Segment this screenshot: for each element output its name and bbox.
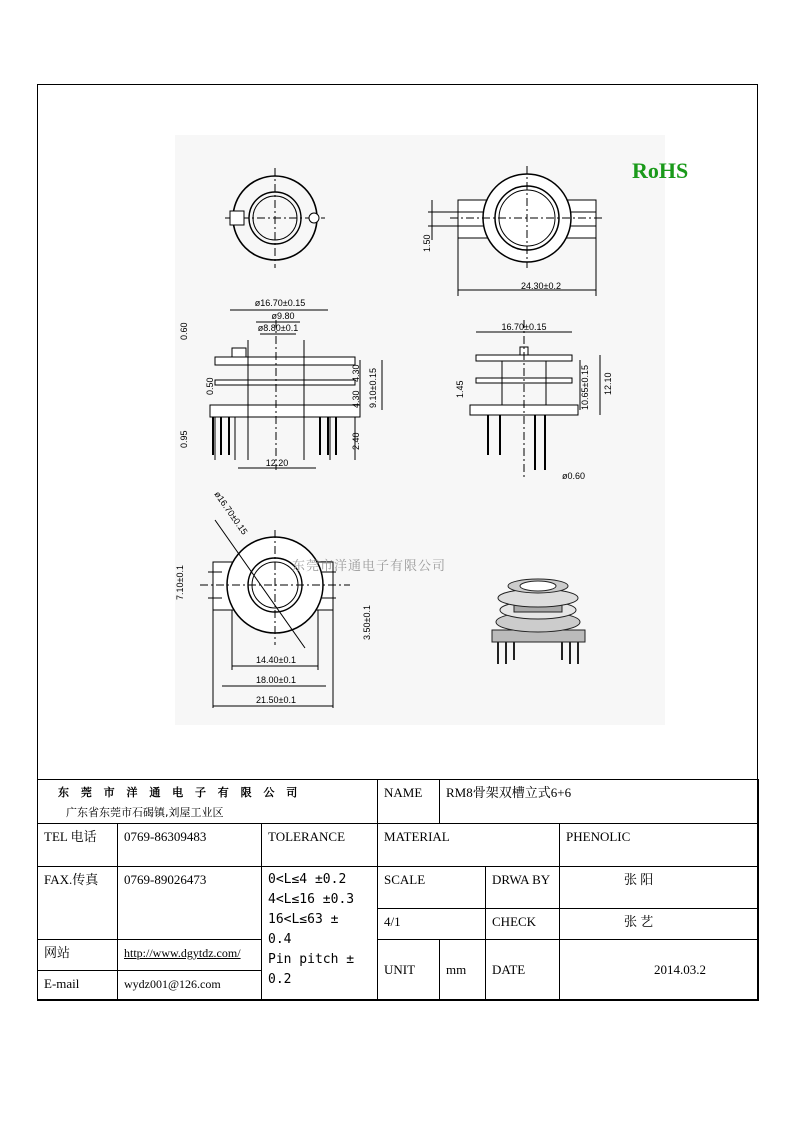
dim-slot: 0.50 [205,377,215,395]
dim-flange-t: 0.60 [179,322,189,340]
tel-label: TEL 电话 [38,824,118,867]
tol-line: 0<L≤4 ±0.2 [268,872,347,887]
dim-pin-dia: ø0.60 [562,471,586,481]
dim-w3: 21.50±0.1 [256,695,296,705]
dim-top-height: 1.50 [422,234,432,252]
tol-line: 4<L≤16 ±0.3 [268,892,355,907]
dim-row-y: 7.10±0.1 [175,565,185,600]
dim-top-width: 24.30±0.2 [521,281,561,291]
web-label: 网站 [38,940,118,971]
material-label: MATERIAL [378,824,560,867]
dim-inner-dia: ø8.80±0.1 [257,323,299,333]
dim-bore-dia: ø9.80 [271,311,295,321]
tel-value: 0769-86309483 [118,824,262,867]
watermark: 东莞市洋通电子有限公司 [292,559,447,574]
name-label: NAME [378,780,440,824]
drawby-label: DRWA BY [486,867,560,909]
dim-base-t: 0.95 [179,430,189,448]
title-block [37,779,759,1001]
tol-line: 0.2 [268,972,292,987]
date-label: DATE [486,940,560,1001]
material-value: PHENOLIC [560,824,759,867]
fax-value: 0769-89026473 [118,867,262,940]
dim-side-width: 16.70±0.15 [501,322,547,332]
drawby-value: 张 阳 [560,867,759,909]
scale-value: 4/1 [378,909,486,940]
dim-side-h1: 1.45 [455,380,465,398]
dim-side-h3: 12.10 [603,372,613,395]
dim-w1: 14.40±0.1 [256,655,296,665]
fax-label: FAX.传真 [38,867,118,940]
tolerance-label: TOLERANCE [262,824,378,867]
dim-offset-y: 3.50±0.1 [362,605,372,640]
rohs-badge: RoHS [632,158,689,183]
email-value: wydz001@126.com [118,971,262,1001]
dim-total: 9.10±0.15 [368,368,378,408]
check-label: CHECK [486,909,560,940]
tol-line: 0.4 [268,932,292,947]
company-cell [38,780,378,824]
tolerance-values [262,867,378,1001]
web-cell [118,940,262,971]
dim-diag-dia: ø16.70±0.15 [212,489,250,537]
dim-w2: 18.00±0.1 [256,675,296,685]
scale-label: SCALE [378,867,486,909]
tol-line: 16<L≤63 ± [268,912,339,927]
unit-label: UNIT [378,940,440,1001]
unit-value: mm [440,940,486,1001]
dim-sec-a: 4.30 [351,364,361,382]
date-value: 2014.03.2 [560,940,759,1001]
dim-flange-dia: ø16.70±0.15 [254,298,306,308]
dim-side-h2: 10.65±0.15 [580,365,590,410]
dim-base-width: 12.20 [265,458,289,468]
name-value: RM8骨架双槽立式6+6 [440,780,759,824]
check-value: 张 艺 [560,909,759,940]
website-link[interactable]: http://www.dgytdz.com/ [124,946,241,960]
company-address: 广东省东莞市石碣镇,刘屋工业区 [66,806,224,819]
dim-pin-len: 2.40 [351,432,361,450]
dim-sec-b: 4.30 [351,390,361,408]
email-label: E-mail [38,971,118,1001]
company-name: 东 莞 市 洋 通 电 子 有 限 公 司 [58,786,302,799]
tol-line: Pin pitch ± [268,952,355,967]
